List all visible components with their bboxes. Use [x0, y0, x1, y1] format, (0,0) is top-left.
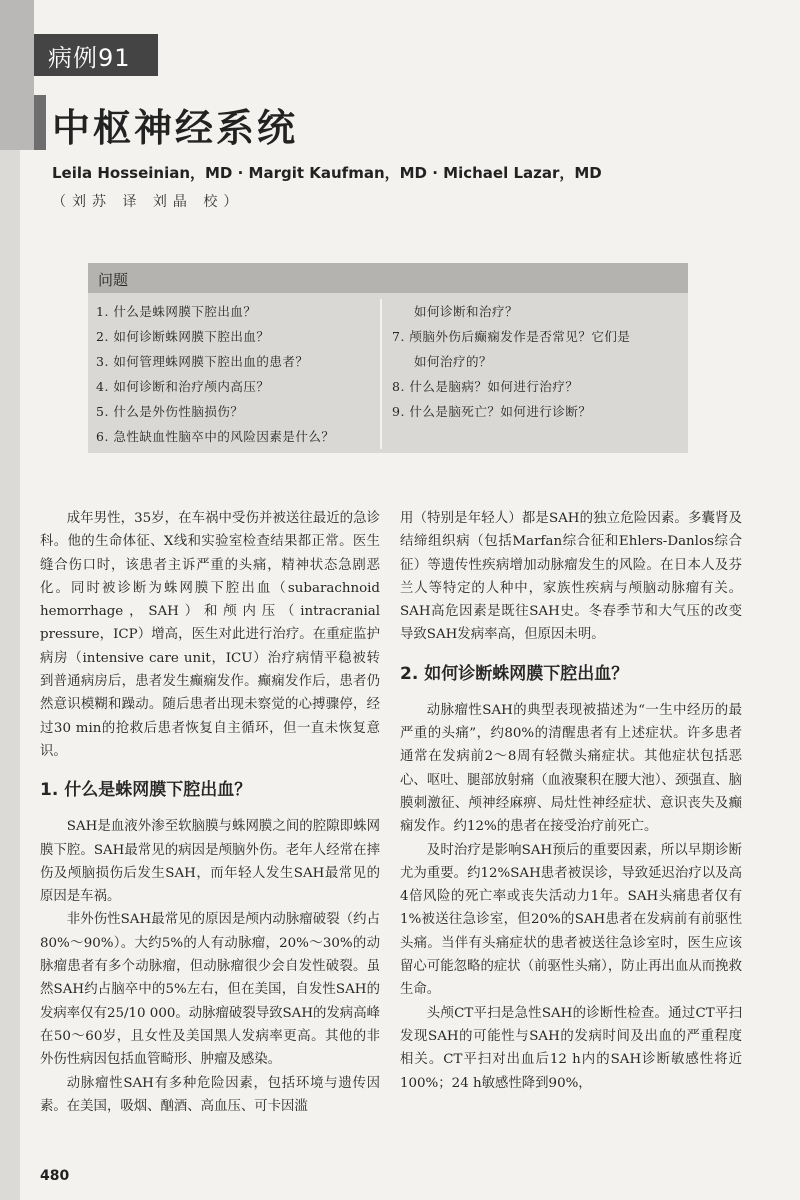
page-number: 480 — [40, 1168, 70, 1184]
body-paragraph: 动脉瘤性SAH的典型表现被描述为“一生中经历的最严重的头痛”，约80%的清醒患者有上述症状。许多患者通常在发病前2～8周有轻微头痛症状。其他症状包括恶心、呕吐、腿部放射痛（血液聚积在腰大池）、颈强直、脑膜刺激征、颅神经麻痹、局灶性神经症状、意识丧失及癫痫发作。约12%的患者在接受治疗前死亡。 — [400, 702, 742, 835]
question-item: 7. 颅脑外伤后癫痫发作是否常见？它们是 — [392, 329, 631, 344]
question-item: 6. 急性缺血性脑卒中的风险因素是什么？ — [96, 429, 335, 444]
body-paragraph: 用（特别是年轻人）都是SAH的独立危险因素。多囊肾及结缔组织病（包括Marfan综合征和Ehlers-Danlos综合征）等遗传性疾病增加动脉瘤发生的风险。在日本人及芬兰人等特定的人种中，家族性疾病与颅脑动脉瘤有关。SAH高危因素是既往SAH史。冬春季节和大气压的改变导致SAH发病率高，但原因未明。 — [400, 511, 742, 643]
case-intro-paragraph: 成年男性，35岁，在车祸中受伤并被送往最近的急诊科。他的生命体征、X线和实验室检查结果都正常。医生缝合伤口时，该患者主诉严重的头痛，精神状态急剧恶化。同时被诊断为蛛网膜下腔出血（subarachnoid hemorrhage，SAH）和颅内压（intracranial pressure，ICP）增高，医生对此进行治疗。在重症监护病房（intensive care unit，ICU）治疗病情平稳被转到普通病房后，患者发生癫痫发作。癫痫发作后，患者仍然意识模糊和躁动。随后患者出现未察觉的心搏骤停，经过30 min的抢救后患者恢复自主循环，但一直未恢复意识。 — [40, 511, 380, 759]
questions-heading: 问题 — [88, 263, 688, 293]
question-item: 5. 什么是外伤性脑损伤？ — [96, 404, 244, 419]
question-item: 1. 什么是蛛网膜下腔出血？ — [96, 304, 257, 319]
section-heading: 1. 什么是蛛网膜下腔出血？ — [40, 780, 252, 801]
title-rule — [34, 95, 46, 150]
body-paragraph: SAH是血液外渗至软脑膜与蛛网膜之间的腔隙即蛛网膜下腔。SAH最常见的病因是颅脑外伤。老年人经常在摔伤及颅脑损伤后发生SAH，而年轻人发生SAH最常见的原因是车祸。 — [40, 819, 380, 905]
translators: （刘苏 译 刘晶 校） — [52, 194, 244, 210]
chapter-title: 中枢神经系统 — [52, 106, 299, 150]
question-item: 2. 如何诊断蛛网膜下腔出血？ — [96, 329, 270, 344]
authors: Leila Hosseinian，MD · Margit Kaufman，MD · Michael Lazar，MD — [52, 164, 602, 182]
question-item: 3. 如何管理蛛网膜下腔出血的患者？ — [96, 354, 309, 369]
body-right-column — [400, 507, 742, 1095]
questions-left-column — [92, 299, 382, 449]
body-paragraph: 头颅CT平扫是急性SAH的诊断性检查。通过CT平扫发现SAH的可能性与SAH的发病时间及出血的严重程度相关。CT平扫对出血后12 h内的SAH诊断敏感性将近100%；24 h敏感性降到90%， — [400, 1005, 742, 1091]
questions-box — [88, 263, 688, 453]
section-heading: 2. 如何诊断蛛网膜下腔出血？ — [400, 663, 629, 684]
question-item: 如何诊断和治疗？ — [414, 304, 519, 319]
question-item: 4. 如何诊断和治疗颅内高压？ — [96, 379, 270, 394]
question-item: 8. 什么是脑病？如何进行治疗？ — [392, 379, 579, 394]
body-paragraph: 及时治疗是影响SAH预后的重要因素，所以早期诊断尤为重要。约12%SAH患者被误诊，导致延迟治疗以及高4倍风险的死亡率或丧失活动力1年。SAH头痛患者仅有1%被送往急诊室，但20%的SAH患者在发病前有前驱性头痛。当伴有头痛症状的患者被送往急诊室时，医生应该留心可能忽略的症状（前驱性头痛），防止再出血从而挽救生命。 — [400, 842, 742, 998]
questions-right-column — [392, 299, 684, 424]
body-paragraph: 非外伤性SAH最常见的原因是颅内动脉瘤破裂（约占80%～90%）。大约5%的人有动脉瘤，20%～30%的动脉瘤患者有多个动脉瘤，但动脉瘤很少会自发性破裂。虽然SAH约占脑卒中的5%左右，但在美国，自发性SAH的发病率仅有25/10 000。动脉瘤破裂导致SAH的发病高峰在50～60岁，且女性及美国黑人发病率更高。其他的非外伤性病因包括血管畸形、肿瘤及感染。 — [40, 912, 380, 1068]
question-item: 如何治疗的？ — [414, 354, 493, 369]
question-item: 9. 什么是脑死亡？如何进行诊断？ — [392, 404, 592, 419]
body-paragraph: 动脉瘤性SAH有多种危险因素，包括环境与遗传因素。在美国，吸烟、酗酒、高血压、可卡因滥 — [40, 1075, 380, 1114]
body-left-column — [40, 507, 380, 1118]
sidebar-block — [0, 0, 34, 150]
case-label: 病例91 — [34, 34, 158, 76]
page-edge — [0, 0, 20, 1200]
